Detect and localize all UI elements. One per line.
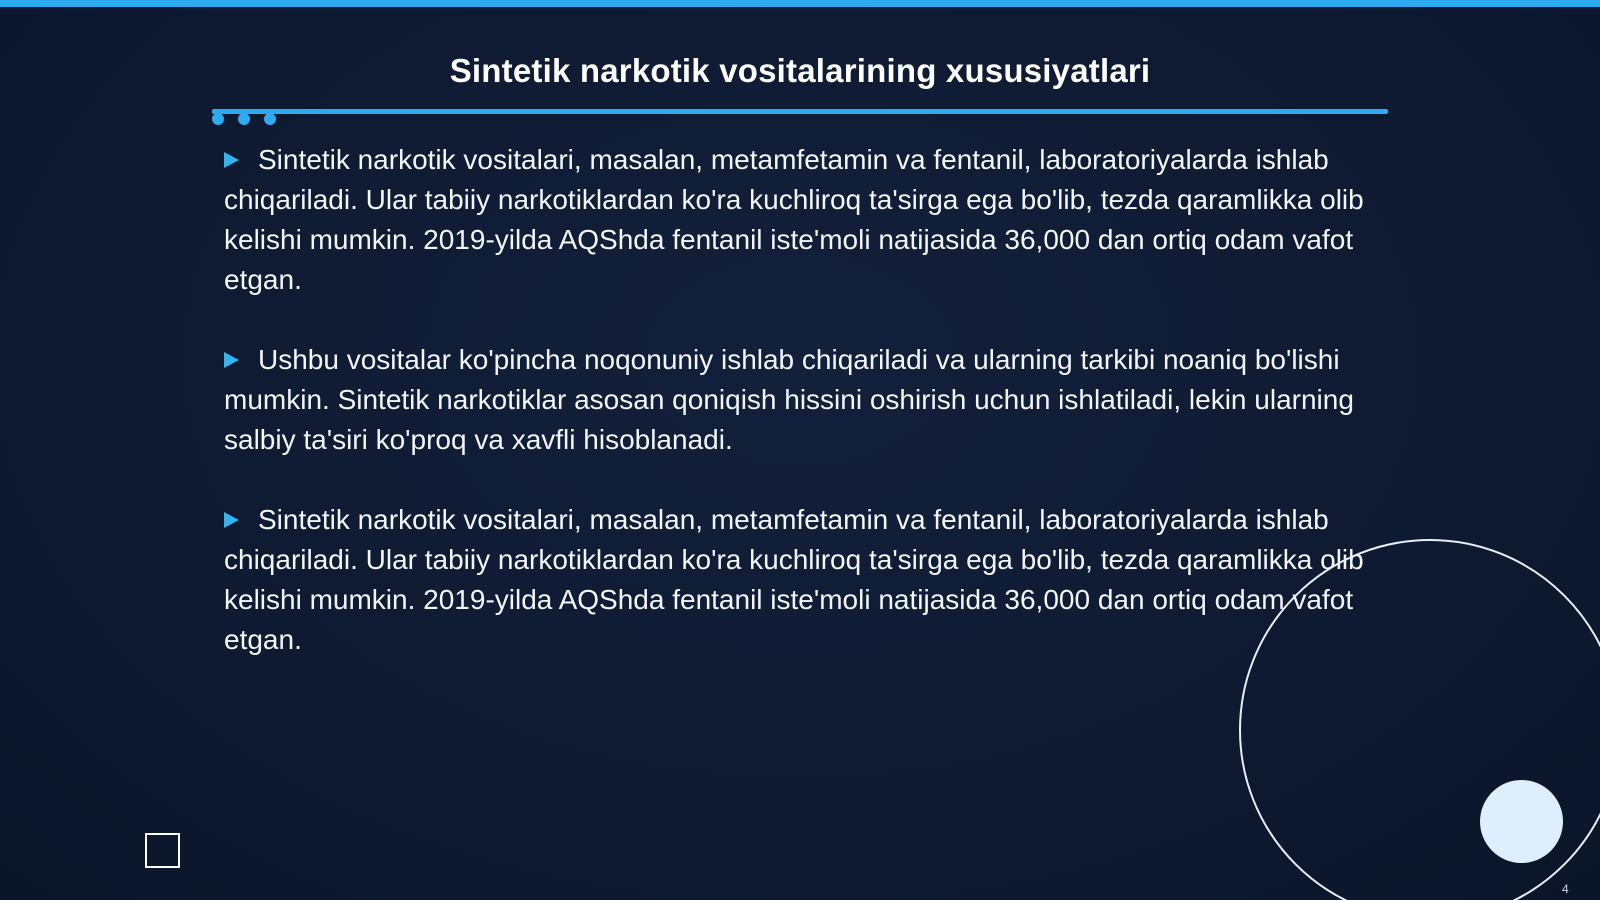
bullet-item-3 (224, 500, 1364, 660)
page-number: 4 (1562, 882, 1569, 896)
top-accent-bar (0, 0, 1600, 7)
slide-title: Sintetik narkotik vositalarining xususiyatlari (449, 52, 1151, 89)
bullet-text: Sintetik narkotik vositalari, masalan, metamfetamin va fentanil, laboratoriyalarda ishlab chiqariladi. Ular tabiiy narkotiklardan ko'ra kuchliroq ta'sirga ega bo'lib, tezda qaramlikka olib kelishi mumkin. 2019-yilda AQShda fentanil iste'moli natijasida 36,000 dan ortiq odam vafot etgan. (224, 144, 1364, 295)
bullet-list (224, 140, 1364, 700)
underline-dot (238, 113, 250, 125)
bullet-text: Ushbu vositalar ko'pincha noqonuniy ishlab chiqariladi va ularning tarkibi noaniq bo'lishi mumkin. Sintetik narkotiklar asosan qoniqish hissini oshirish uchun ishlatiladi, lekin ularning salbiy ta'siri ko'proq va xavfli hisoblanadi. (224, 344, 1354, 455)
title-underline (212, 109, 1388, 114)
bullet-text: Sintetik narkotik vositalari, masalan, metamfetamin va fentanil, laboratoriyalarda ishlab chiqariladi. Ular tabiiy narkotiklardan ko'ra kuchliroq ta'sirga ega bo'lib, tezda qaramlikka olib kelishi mumkin. 2019-yilda AQShda fentanil iste'moli natijasida 36,000 dan ortiq odam vafot etgan. (224, 504, 1364, 655)
title-underline-dots (212, 113, 284, 125)
bullet-item-2 (224, 340, 1364, 460)
decorative-square-outline (145, 833, 180, 868)
decorative-circle-filled (1480, 780, 1563, 863)
bullet-item-1 (224, 140, 1364, 300)
underline-dot (212, 113, 224, 125)
triangle-bullet-icon (224, 152, 239, 168)
underline-dot (264, 113, 276, 125)
triangle-bullet-icon (224, 352, 239, 368)
triangle-bullet-icon (224, 512, 239, 528)
